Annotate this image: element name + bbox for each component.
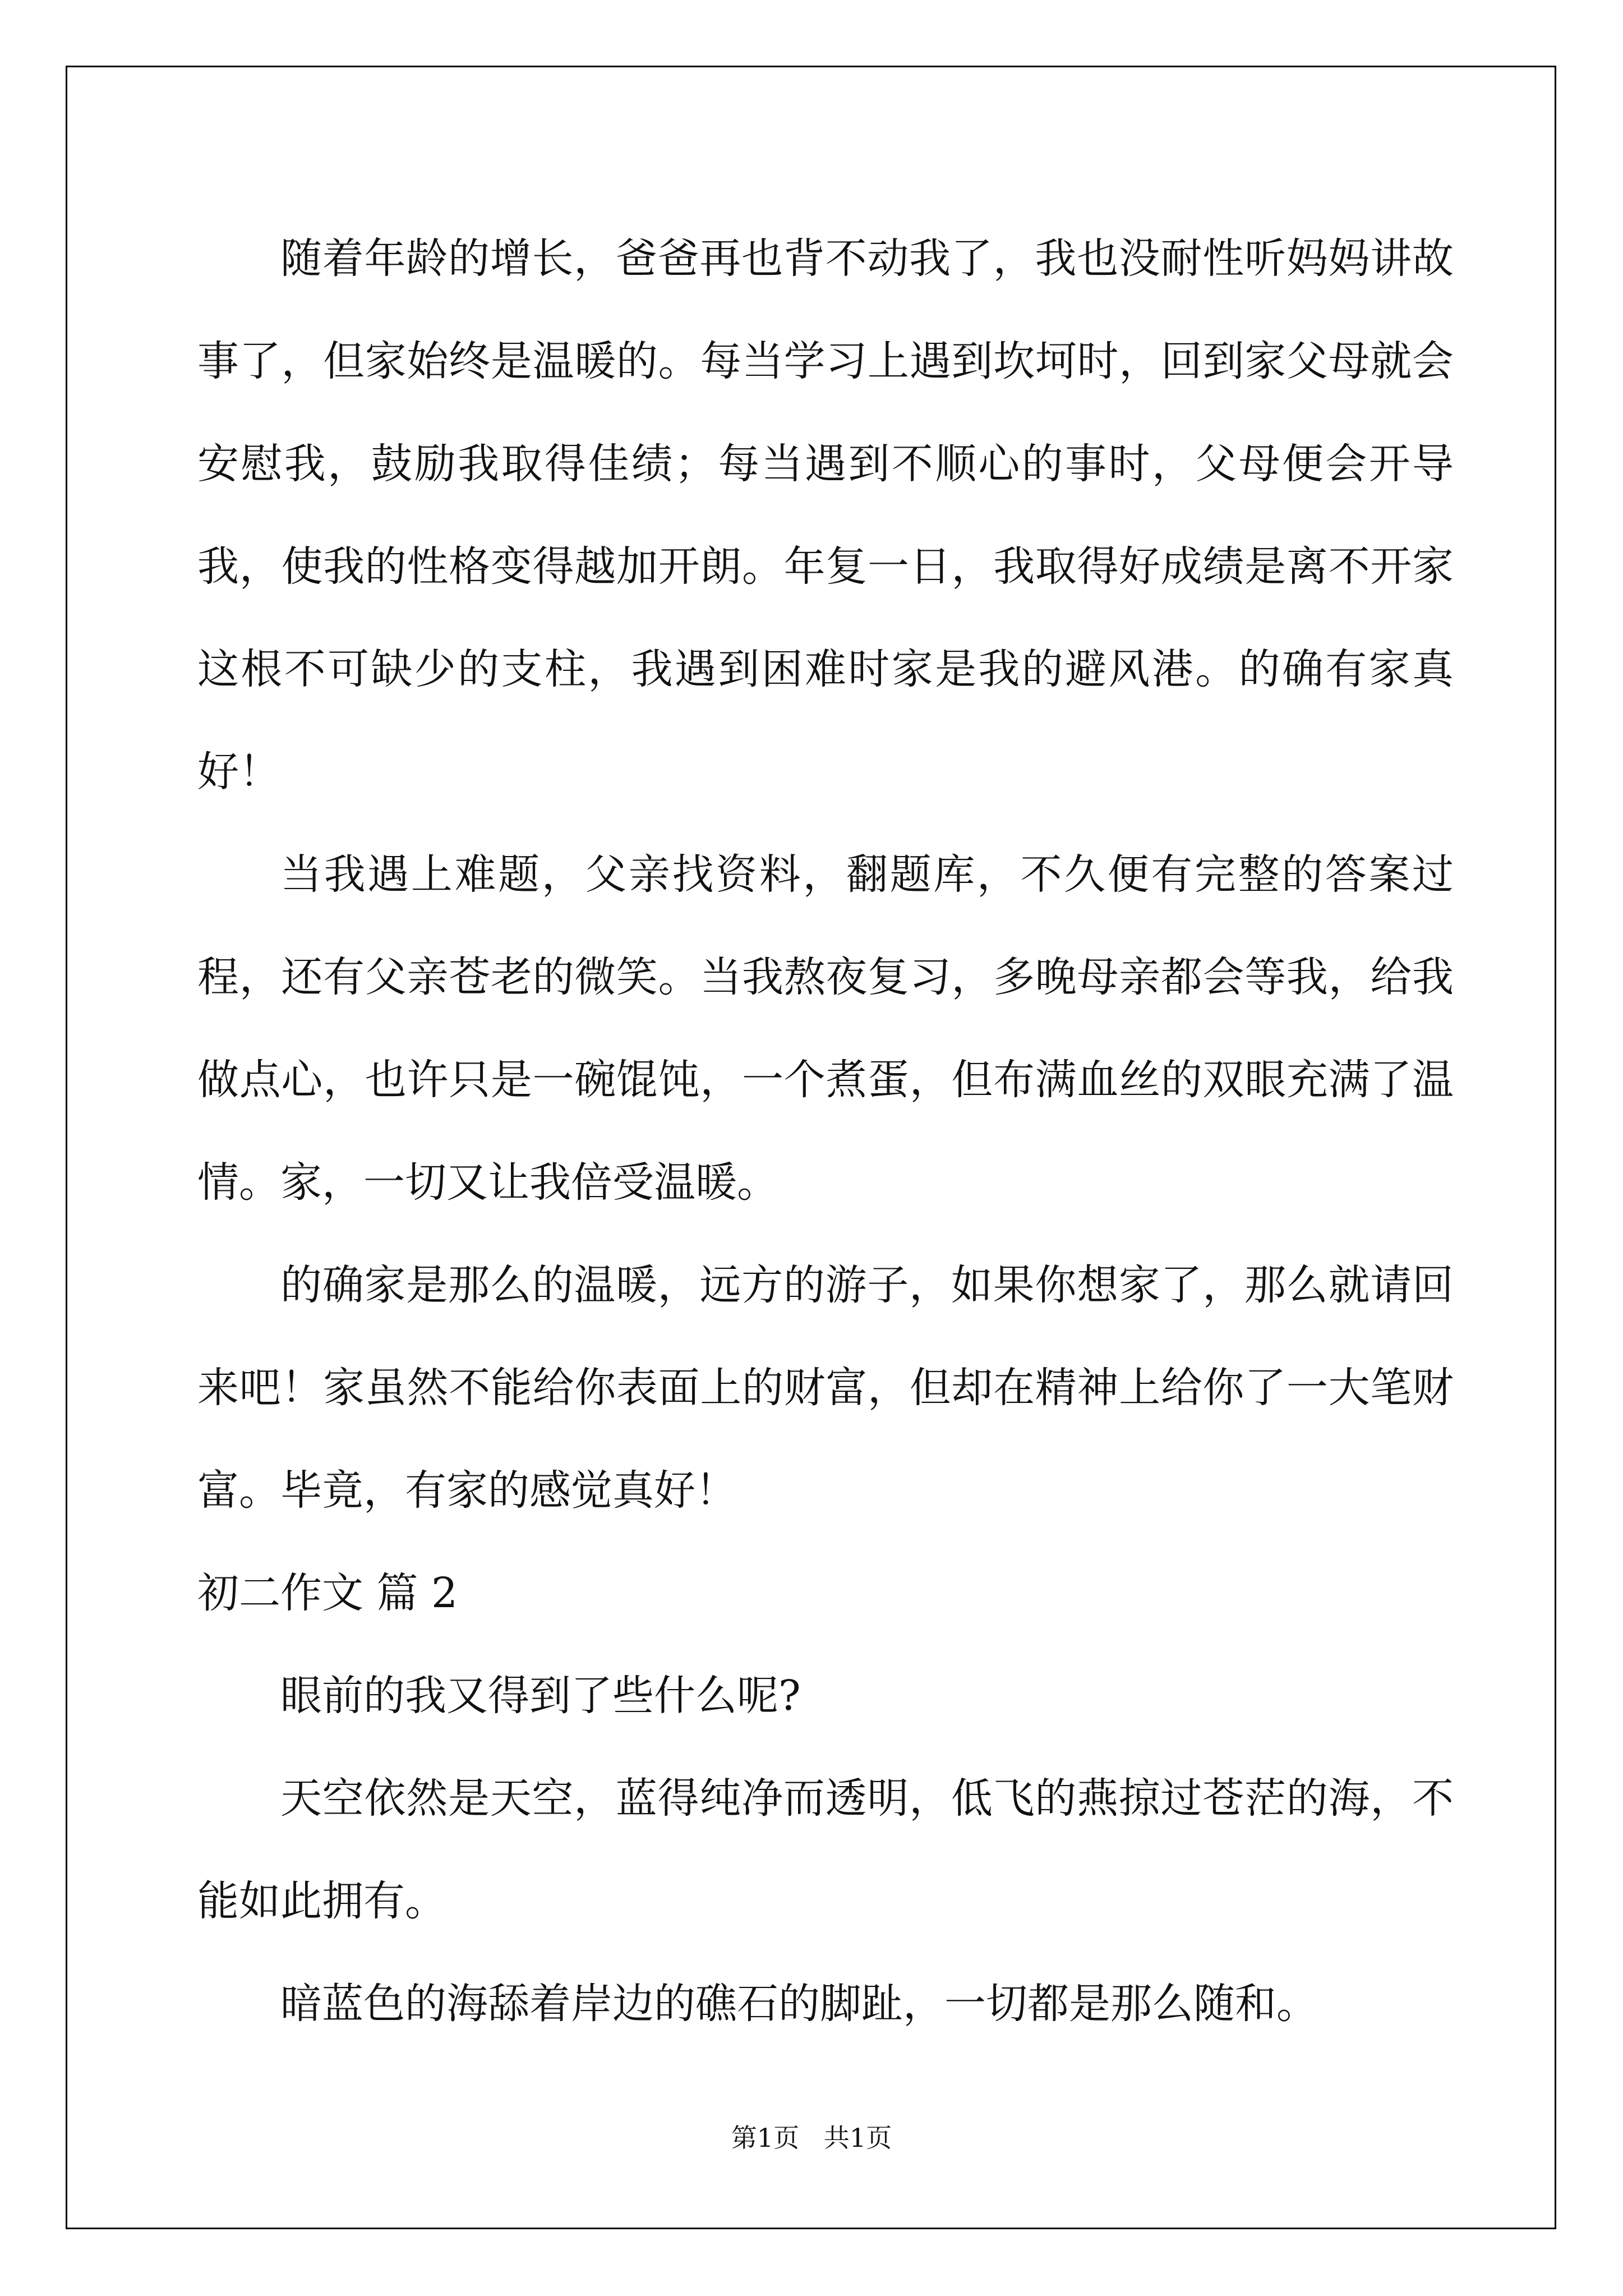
paragraph: 的确家是那么的温暖，远方的游子，如果你想家了，那么就请回来吧！家虽然不能给你表面上的财富，但却在精神上给你了一大笔财富。毕竟，有家的感觉真好！ (197, 1261, 1454, 1515)
paragraph: 天空依然是天空，蓝得纯净而透明，低飞的燕掠过苍茫的海，不能如此拥有。 (197, 1774, 1454, 1925)
paragraph: 随着年龄的增长，爸爸再也背不动我了，我也没耐性听妈妈讲故事了，但家始终是温暖的。每当学习上遇到坎坷时，回到家父母就会安慰我，鼓励我取得佳绩；每当遇到不顺心的事时，父母便会开导我，使我的性格变得越加开朗。年复一日，我取得好成绩是离不开家这根不可缺少的支柱，我遇到困难时家是我的避风港。的确有家真好！ (197, 234, 1454, 796)
section-heading: 初二作文 篇 2 (197, 1569, 458, 1617)
page-footer: 第1页 共1页 (731, 2123, 892, 2153)
document-body (197, 208, 1454, 2055)
paragraph: 暗蓝色的海舔着岸边的礁石的脚趾，一切都是那么随和。 (280, 1980, 1318, 2028)
paragraph: 当我遇上难题，父亲找资料，翻题库，不久便有完整的答案过程，还有父亲苍老的微笑。当我熬夜复习，多晚母亲都会等我，给我做点心，也许只是一碗馄饨，一个煮蛋，但布满血丝的双眼充满了温情。家，一切又让我倍受温暖。 (197, 850, 1454, 1207)
paragraph: 眼前的我又得到了些什么呢? (280, 1672, 801, 1720)
